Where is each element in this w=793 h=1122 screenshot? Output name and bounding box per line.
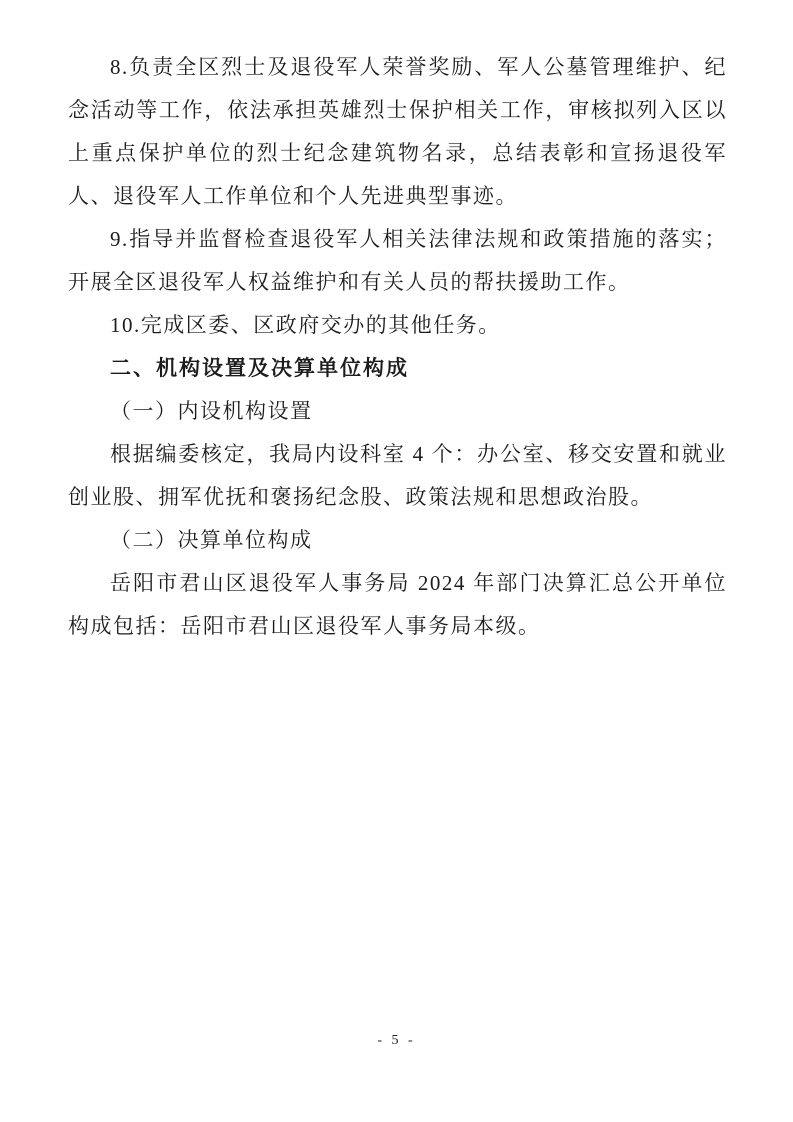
page-number: - 5 - bbox=[377, 1033, 416, 1048]
paragraph-duty-8: 8.负责全区烈士及退役军人荣誉奖励、军人公墓管理维护、纪念活动等工作，依法承担英雄烈士保护相关工作，审核拟列入区以上重点保护单位的烈士纪念建筑物名录，总结表彰和宣扬退役军人、退役军人工作单位和个人先进典型事迹。 bbox=[68, 55, 727, 208]
subsection-heading-unit-composition: （二）决算单位构成 bbox=[110, 528, 313, 552]
document-body bbox=[68, 46, 727, 648]
paragraph-duty-10: 10.完成区委、区政府交办的其他任务。 bbox=[110, 313, 501, 337]
section-heading-org-setup: 二、机构设置及决算单位构成 bbox=[110, 357, 409, 380]
paragraph-duty-9: 9.指导并监督检查退役军人相关法律法规和政策措施的落实；开展全区退役军人权益维护和有关人员的帮扶援助工作。 bbox=[68, 227, 727, 294]
paragraph-internal-org-detail: 根据编委核定，我局内设科室 4 个：办公室、移交安置和就业创业股、拥军优抚和褒扬纪念股、政策法规和思想政治股。 bbox=[68, 442, 727, 509]
subsection-heading-internal-org: （一）内设机构设置 bbox=[110, 399, 313, 423]
paragraph-unit-composition-detail: 岳阳市君山区退役军人事务局 2024 年部门决算汇总公开单位构成包括：岳阳市君山区退役军人事务局本级。 bbox=[68, 571, 727, 638]
